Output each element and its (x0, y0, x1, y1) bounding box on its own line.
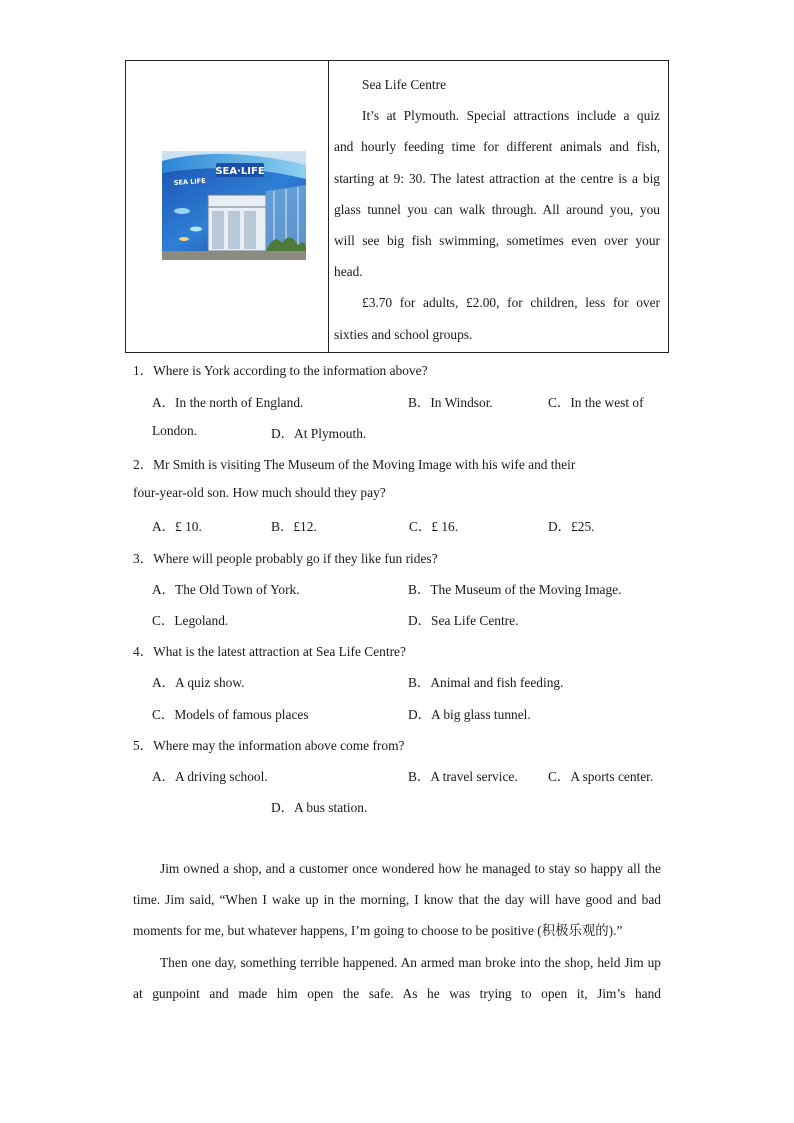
question-1-option-c: C．In the west of (548, 395, 644, 410)
photo-sign-side: SEA LIFE (173, 176, 206, 187)
question-3-option-c: C．Legoland. (152, 613, 229, 628)
ad-line: starting at 9: 30. The latest attraction at the centre is a big (334, 170, 660, 186)
question-2-option-c: C．£ 16. (409, 519, 459, 534)
question-4-stem: 4．What is the latest attraction at Sea Life Centre? (133, 644, 406, 659)
question-1-option-c-cont: London. (152, 423, 198, 438)
question-2-stem-cont: four-year-old son. How much should they pay? (133, 485, 386, 500)
question-3-stem: 3．Where will people probably go if they like fun rides? (133, 551, 438, 566)
question-5-option-b: B．A travel service. (408, 769, 518, 784)
ad-title: Sea Life Centre (362, 77, 447, 92)
question-1-option-d: D．At Plymouth. (271, 426, 367, 441)
question-4-option-d: D．A big glass tunnel. (408, 707, 531, 722)
ad-price-line: £3.70 for adults, £2.00, for children, less for over (362, 295, 660, 311)
question-3-option-b: B．The Museum of the Moving Image. (408, 582, 622, 597)
passage-paragraph-1: Jim owned a shop, and a customer once wondered how he managed to stay so happy all the time. Jim said, “When I wake up in the morning, I know that the day will have good and bad moments for me, but whatever happens, I’m going to choose to be positive (积极乐观的).” (133, 861, 661, 939)
question-1-stem: 1．Where is York according to the information above? (133, 363, 428, 378)
question-5-option-d: D．A bus station. (271, 800, 368, 815)
ad-text (334, 69, 660, 350)
question-4-option-c: C．Models of famous places (152, 707, 309, 722)
question-1-option-b: B．In Windsor. (408, 395, 493, 410)
ad-line: It’s at Plymouth. Special attractions include a quiz (362, 108, 660, 124)
question-5-option-a: A．A driving school. (152, 769, 268, 784)
question-1-option-a: A．In the north of England. (152, 395, 304, 410)
ad-price-line: sixties and school groups. (334, 326, 473, 342)
table-divider (328, 61, 329, 352)
question-2-stem: 2．Mr Smith is visiting The Museum of the Moving Image with his wife and their (133, 457, 576, 472)
ad-table (125, 60, 669, 353)
photo-sign-top: SEA·LIFE (215, 166, 265, 177)
question-2-option-a: A．£ 10. (152, 519, 202, 534)
question-4-option-b: B．Animal and fish feeding. (408, 675, 564, 690)
ad-line: head. (334, 264, 363, 280)
question-3-option-d: D．Sea Life Centre. (408, 613, 519, 628)
ad-line: and hourly feeding time for different animals and fish, (334, 139, 660, 155)
passage-paragraph-2: Then one day, something terrible happened. An armed man broke into the shop, held Jim up at gunpoint and made him open the safe. As he was trying to open it, Jim’s hand (133, 954, 661, 1001)
sea-life-photo-image (162, 151, 306, 260)
ad-line: glass tunnel you can walk through. All around you, you (334, 201, 660, 217)
question-5-option-c: C．A sports center. (548, 769, 654, 784)
question-3-option-a: A．The Old Town of York. (152, 582, 300, 597)
sea-life-photo (162, 151, 306, 260)
question-5-stem: 5．Where may the information above come from? (133, 738, 405, 753)
question-2-option-d: D．£25. (548, 519, 595, 534)
question-2-option-b: B．£12. (271, 519, 317, 534)
question-4-option-a: A．A quiz show. (152, 675, 245, 690)
reading-passage (133, 853, 661, 1009)
ad-line: will see big fish swimming, sometimes even over your (334, 233, 660, 249)
